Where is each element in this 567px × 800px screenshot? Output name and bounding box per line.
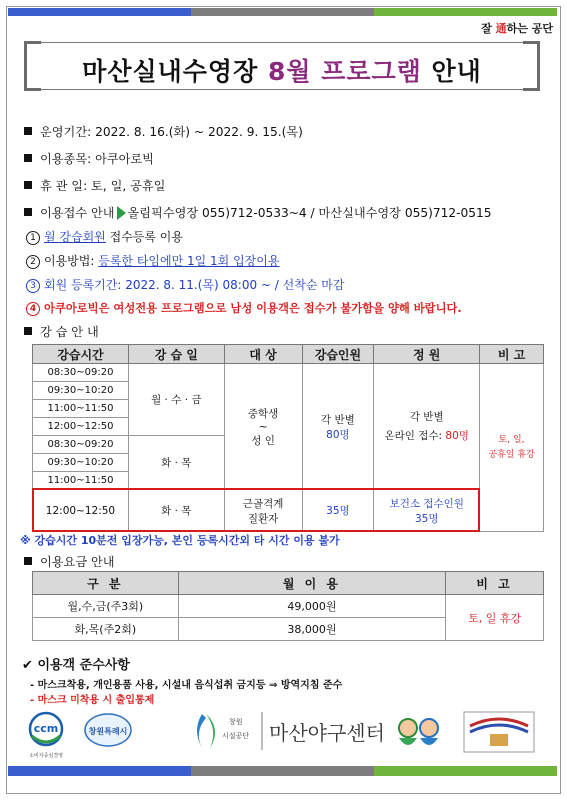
days-cell: 월 · 수 · 금: [128, 364, 224, 436]
ccm-logo: [29, 713, 63, 759]
baseball-center-logo: 마산야구센터: [269, 721, 385, 745]
svg-text:소비자중심경영: 소비자중심경영: [29, 753, 63, 759]
info-contact: 이용접수 안내 올림픽수영장 055)712-0533~4 / 마산실내수영장 055)712-0515: [24, 204, 492, 221]
col-header: 비 고: [446, 572, 544, 595]
time-cell: 12:00~12:50: [33, 418, 129, 436]
mascot-icon: [399, 719, 438, 745]
schedule-table: [32, 344, 544, 532]
count-cell: 35명: [302, 490, 374, 532]
col-header: 구 분: [33, 572, 179, 595]
time-cell: 12:00~12:50: [33, 490, 129, 532]
fee-header-row: [33, 572, 544, 595]
col-header: 강 습 일: [128, 345, 224, 364]
title-box: [26, 42, 538, 90]
rules-line-1: - 마스크착용, 개인용품 사용, 시설내 음식섭취 금지등 ⇒ 방역지침 준수: [30, 680, 343, 691]
rules-title: ✔ 이용객 준수사항: [22, 658, 130, 673]
info-program: 이용종목: 아쿠아로빅: [24, 150, 154, 167]
bottom-color-bar: [8, 766, 557, 776]
svg-text:창원특례시: 창원특례시: [88, 727, 128, 736]
info-period: 운영기간: 2022. 8. 16.(화) ~ 2022. 9. 15.(목): [24, 123, 303, 140]
svg-text:창원: 창원: [229, 718, 243, 726]
info-closed: 휴 관 일: 토, 일, 공휴일: [24, 177, 165, 194]
fee-price: 49,000원: [178, 595, 445, 618]
table-row: [33, 364, 544, 382]
capacity-cell: 보건소 접수인원 35명: [374, 490, 480, 532]
target-cell: 근골격계 질환자: [224, 490, 302, 532]
logo-strip: [24, 708, 544, 760]
emblem-icon: [464, 712, 534, 752]
count-cell: 각 반별 80명: [302, 364, 374, 490]
time-cell: 11:00~11:50: [33, 472, 129, 490]
slogan: 잘 通하는 공단: [481, 22, 553, 35]
fee-type: 화,목(주2회): [33, 618, 179, 641]
warning-note: ※ 강습시간 10분전 입장가능, 본인 등록시간외 타 시간 이용 불가: [20, 534, 340, 547]
section-fee-heading: 이용요금 안내: [24, 553, 115, 570]
time-cell: 08:30~09:20: [33, 436, 129, 454]
page-title: 마산실내수영장 8월 프로그램 안내: [82, 57, 482, 86]
check-icon: ✔: [22, 658, 33, 673]
note-2: 2 이용방법: 등록한 타임에만 1일 1회 입장이용: [26, 252, 279, 269]
svg-text:ccm: ccm: [33, 722, 59, 735]
col-header: 비 고: [480, 345, 544, 364]
days-cell: 화 · 목: [128, 436, 224, 490]
fee-remark: 토, 일 휴강: [446, 595, 544, 641]
schedule-header-row: [33, 345, 544, 364]
note-3: 3 회원 등록기간: 2022. 8. 11.(목) 08:00 ~ / 선착순 마감: [26, 276, 344, 293]
time-cell: 09:30~10:20: [33, 382, 129, 400]
note-4: 4 아쿠아로빅은 여성전용 프로그램으로 남성 이용객은 접수가 불가함을 양해 바랍니다.: [26, 300, 462, 316]
fee-price: 38,000원: [178, 618, 445, 641]
fee-type: 월,수,금(주3회): [33, 595, 179, 618]
col-header: 월 이 용: [178, 572, 445, 595]
target-cell: 중학생 ~ 성 인: [224, 364, 302, 490]
section-schedule-heading: 강 습 안 내: [24, 323, 99, 340]
table-row: [33, 595, 544, 618]
rules-line-2: - 마스크 미착용 시 출입통제: [30, 695, 155, 706]
table-row-special: [33, 490, 544, 532]
time-cell: 09:30~10:20: [33, 454, 129, 472]
facilities-corp-logo: [197, 714, 249, 748]
city-brand-logo: [85, 714, 131, 746]
col-header: 강습시간: [33, 345, 129, 364]
remark-cell: 토, 일, 공휴일 휴강: [480, 364, 544, 532]
arrow-right-icon: [117, 206, 126, 220]
col-header: 대 상: [224, 345, 302, 364]
svg-text:시설공단: 시설공단: [222, 732, 250, 740]
col-header: 정 원: [374, 345, 480, 364]
note-1: 1 월 강습회원 접수등록 이용: [26, 228, 183, 245]
capacity-cell: 각 반별 온라인 접수: 80명: [374, 364, 480, 490]
days-cell: 화 · 목: [128, 490, 224, 532]
col-header: 강습인원: [302, 345, 374, 364]
time-cell: 08:30~09:20: [33, 364, 129, 382]
time-cell: 11:00~11:50: [33, 400, 129, 418]
fee-table: [32, 571, 544, 641]
top-color-bar: [8, 8, 557, 16]
